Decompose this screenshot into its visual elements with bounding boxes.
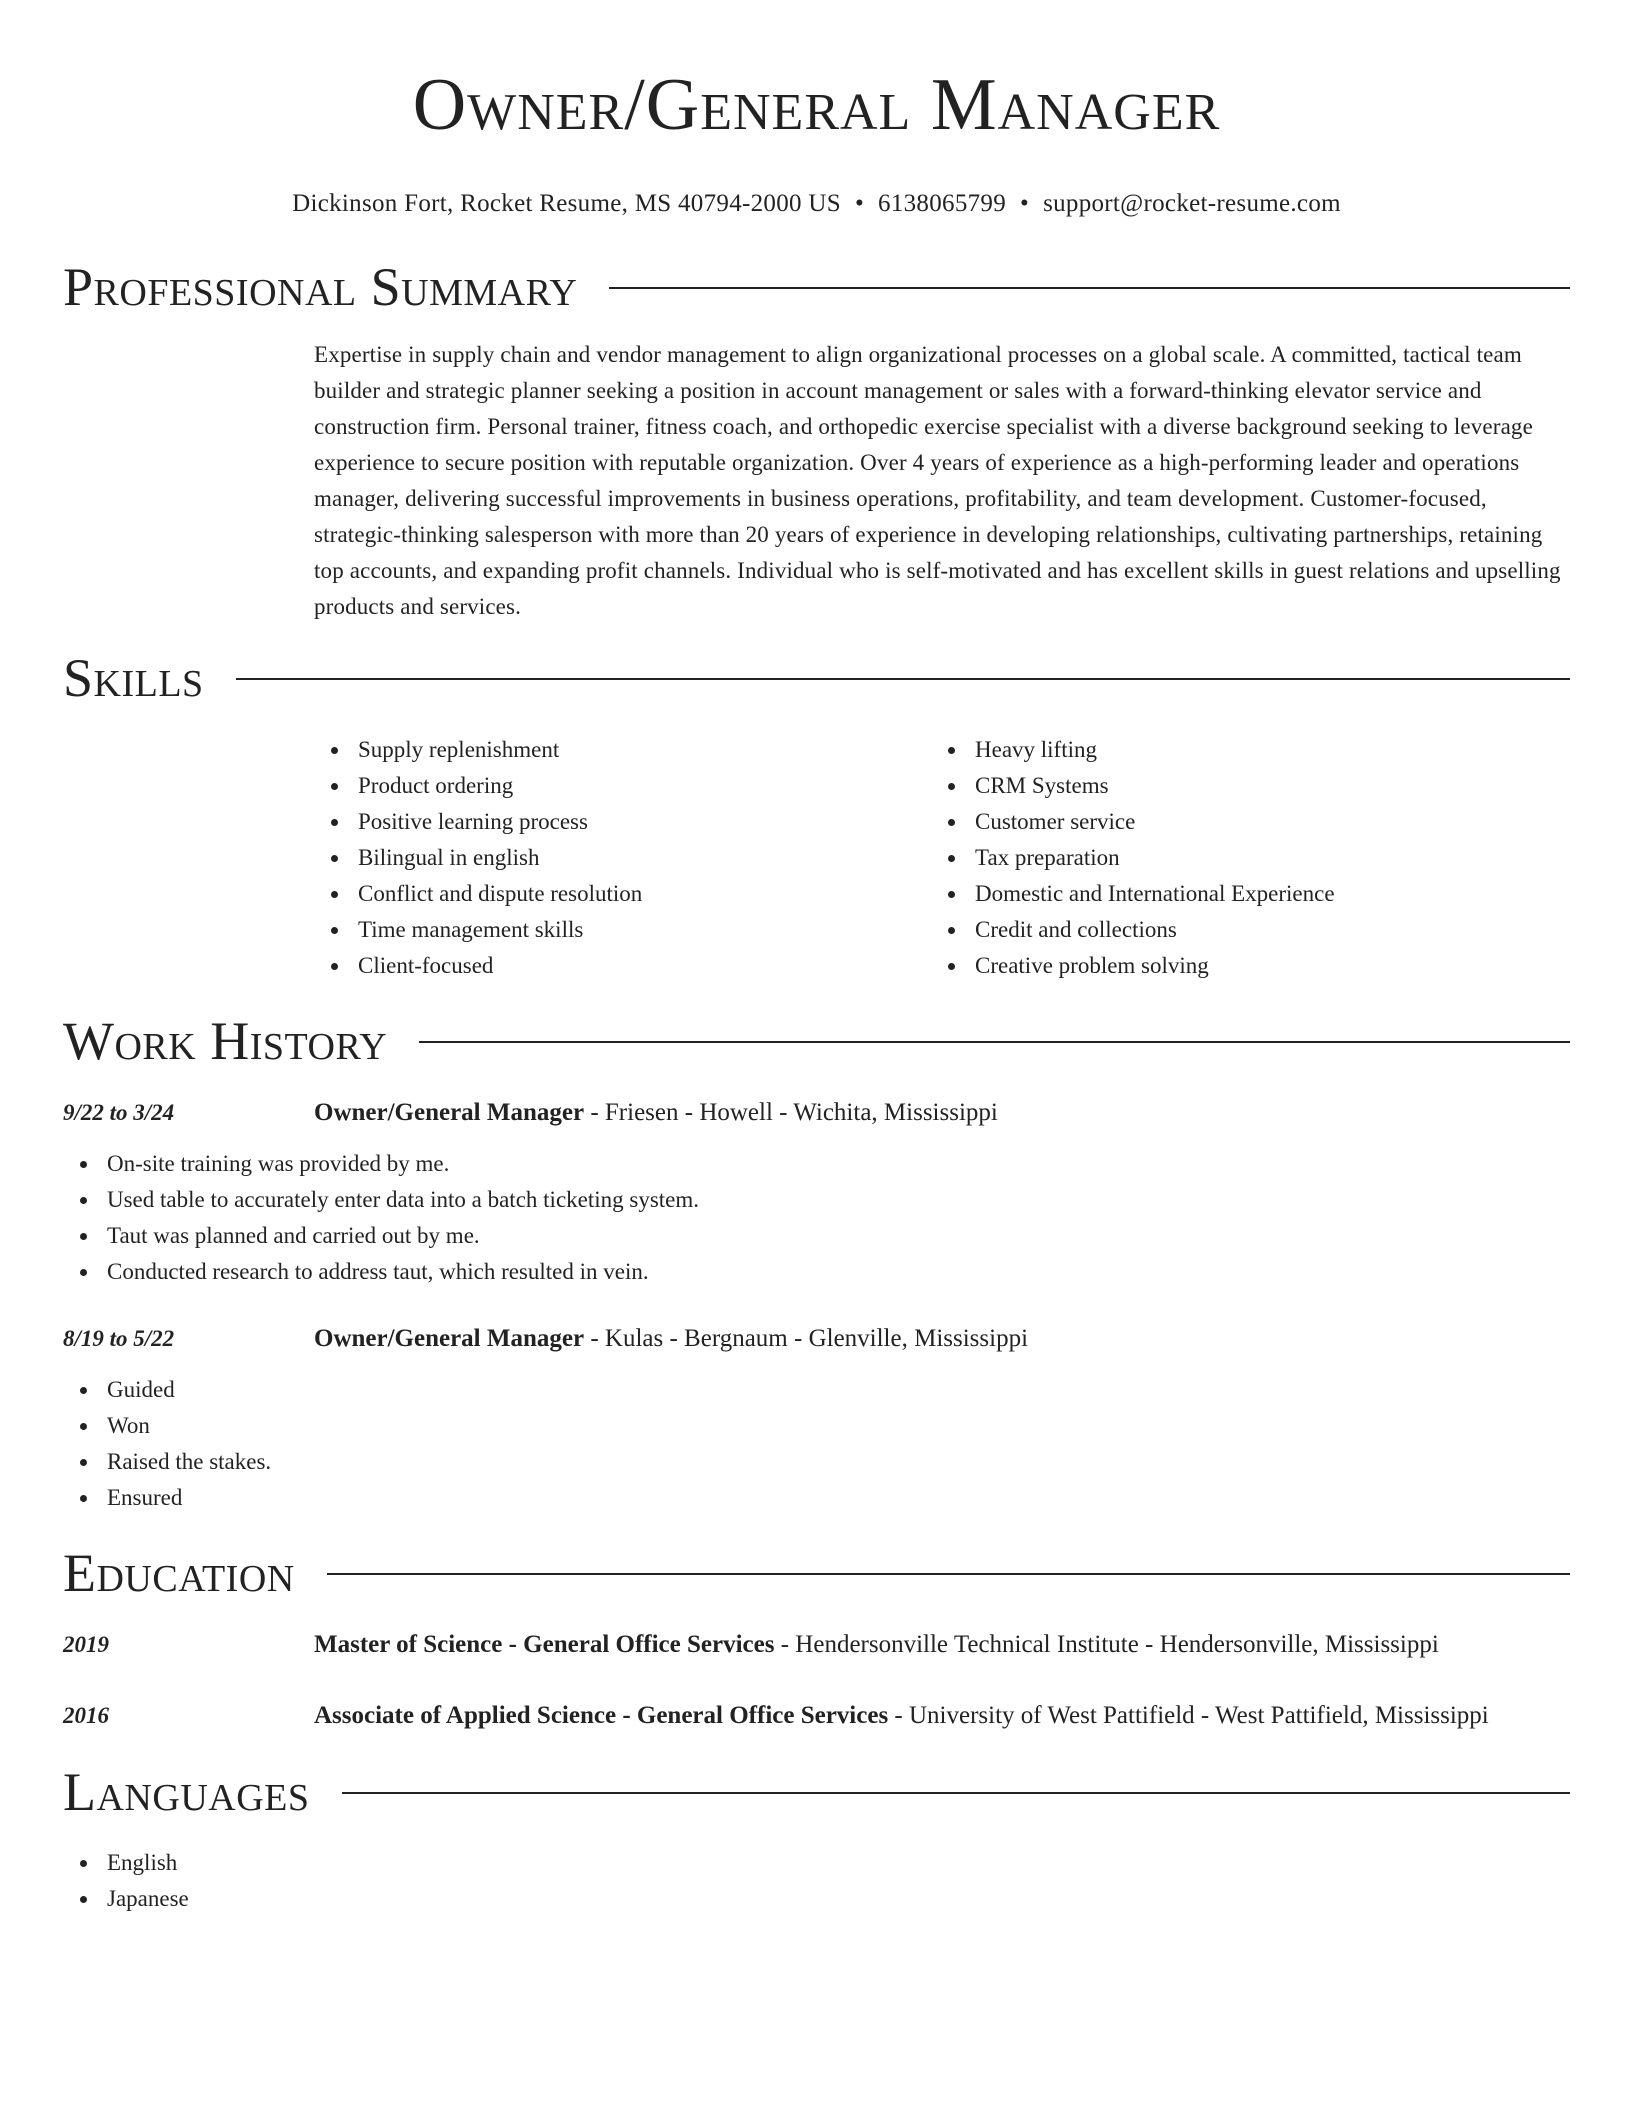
- education-degree: Master of Science - General Office Services: [314, 1631, 775, 1658]
- language-item: English: [63, 1845, 1570, 1881]
- section-summary: [63, 254, 1570, 625]
- section-languages: [63, 1759, 1570, 1917]
- section-header: [63, 254, 1570, 320]
- section-title-education: Education: [63, 1543, 295, 1603]
- job-title-line: [314, 1320, 1570, 1358]
- skill-item: Bilingual in english: [314, 840, 931, 876]
- skill-item: Time management skills: [314, 912, 931, 948]
- education-line: [314, 1626, 1570, 1664]
- contact-separator: •: [1020, 190, 1030, 217]
- job-bullet: Guided: [63, 1372, 1570, 1408]
- summary-body: [314, 337, 1570, 625]
- section-skills: [63, 645, 1570, 984]
- section-divider: [419, 1041, 1570, 1043]
- job-bullet: Ensured: [63, 1480, 1570, 1516]
- skills-list-left: [314, 732, 931, 984]
- job-bullet: Raised the stakes.: [63, 1444, 1570, 1480]
- skill-item: Supply replenishment: [314, 732, 931, 768]
- section-header: [63, 1008, 1570, 1074]
- section-title-skills: Skills: [63, 648, 204, 708]
- section-divider: [327, 1573, 1570, 1575]
- section-header: [63, 1759, 1570, 1825]
- education-entry: [63, 1697, 1570, 1735]
- skill-item: Client-focused: [314, 948, 931, 984]
- job-entry: [63, 1094, 1570, 1290]
- education-details: - Hendersonville Technical Institute - Hendersonville, Mississippi: [774, 1631, 1439, 1658]
- skill-item: Credit and collections: [931, 912, 1548, 948]
- section-divider: [236, 678, 1570, 680]
- skill-item: Domestic and International Experience: [931, 876, 1548, 912]
- summary-text: Expertise in supply chain and vendor management to align organizational processes on a global scale. A committed, tactical team builder and strategic planner seeking a position in account management or sales with a forward-thinking elevator service and construction firm. Personal trainer, fitness coach, and orthopedic exercise specialist with a diverse background seeking to leverage experience to secure position with reputable organization. Over 4 years of experience as a high-performing leader and operations manager, delivering successful improvements in business operations, profitability, and team development. Customer-focused, strategic-thinking salesperson with more than 20 years of experience in developing relationships, cultivating partnerships, retaining top accounts, and expanding profit channels. Individual who is self-motivated and has excellent skills in guest relations and upselling products and services.: [314, 342, 1561, 619]
- section-title-work-history: Work History: [63, 1011, 388, 1071]
- job-bullet: On-site training was provided by me.: [63, 1146, 1570, 1182]
- section-title-languages: Languages: [63, 1762, 310, 1822]
- education-degree: Associate of Applied Science - General Office Services: [314, 1702, 889, 1729]
- section-header: [63, 1540, 1570, 1606]
- contact-address: Dickinson Fort, Rocket Resume, MS 40794-2000 US: [292, 190, 841, 217]
- job-header: [63, 1320, 1570, 1358]
- skill-item: Product ordering: [314, 768, 931, 804]
- job-bullet: Used table to accurately enter data into a batch ticketing system.: [63, 1182, 1570, 1218]
- skill-item: Conflict and dispute resolution: [314, 876, 931, 912]
- education-line: [314, 1697, 1570, 1735]
- languages-list: [63, 1845, 1570, 1917]
- section-header: [63, 645, 1570, 711]
- education-year: 2016: [63, 1703, 109, 1728]
- section-title-summary: Professional Summary: [63, 257, 578, 317]
- job-bullet: Taut was planned and carried out by me.: [63, 1218, 1570, 1254]
- section-work-history: [63, 1008, 1570, 1516]
- job-dates: 9/22 to 3/24: [63, 1100, 175, 1125]
- contact-phone: 6138065799: [878, 190, 1007, 217]
- skill-item: Heavy lifting: [931, 732, 1548, 768]
- skill-item: Customer service: [931, 804, 1548, 840]
- contact-line: [63, 188, 1570, 220]
- job-entry: [63, 1320, 1570, 1516]
- education-entry: [63, 1626, 1570, 1664]
- skill-item: Tax preparation: [931, 840, 1548, 876]
- skill-item: CRM Systems: [931, 768, 1548, 804]
- job-details: - Friesen - Howell - Wichita, Mississippi: [584, 1099, 998, 1126]
- education-year: 2019: [63, 1632, 109, 1657]
- job-details: - Kulas - Bergnaum - Glenville, Mississippi: [584, 1325, 1029, 1352]
- language-item: Japanese: [63, 1881, 1570, 1917]
- job-bullets: [63, 1372, 1570, 1516]
- job-bullets: [63, 1146, 1570, 1290]
- job-title-line: [314, 1094, 1570, 1132]
- section-divider: [609, 287, 1570, 289]
- job-role: Owner/General Manager: [314, 1325, 585, 1352]
- resume-name: Owner/General Manager: [412, 64, 1221, 146]
- skills-list-right: [931, 732, 1548, 984]
- job-dates: 8/19 to 5/22: [63, 1326, 175, 1351]
- contact-separator: •: [854, 190, 865, 217]
- job-bullet: Won: [63, 1408, 1570, 1444]
- skill-item: Creative problem solving: [931, 948, 1548, 984]
- contact-email: support@rocket-resume.com: [1043, 190, 1341, 217]
- education-details: - University of West Pattifield - West Pattifield, Mississippi: [888, 1702, 1489, 1729]
- skill-item: Positive learning process: [314, 804, 931, 840]
- section-education: [63, 1540, 1570, 1735]
- job-role: Owner/General Manager: [314, 1099, 585, 1126]
- skills-grid: [314, 732, 1570, 984]
- section-divider: [342, 1792, 1571, 1794]
- job-bullet: Conducted research to address taut, which resulted in vein.: [63, 1254, 1570, 1290]
- job-header: [63, 1094, 1570, 1132]
